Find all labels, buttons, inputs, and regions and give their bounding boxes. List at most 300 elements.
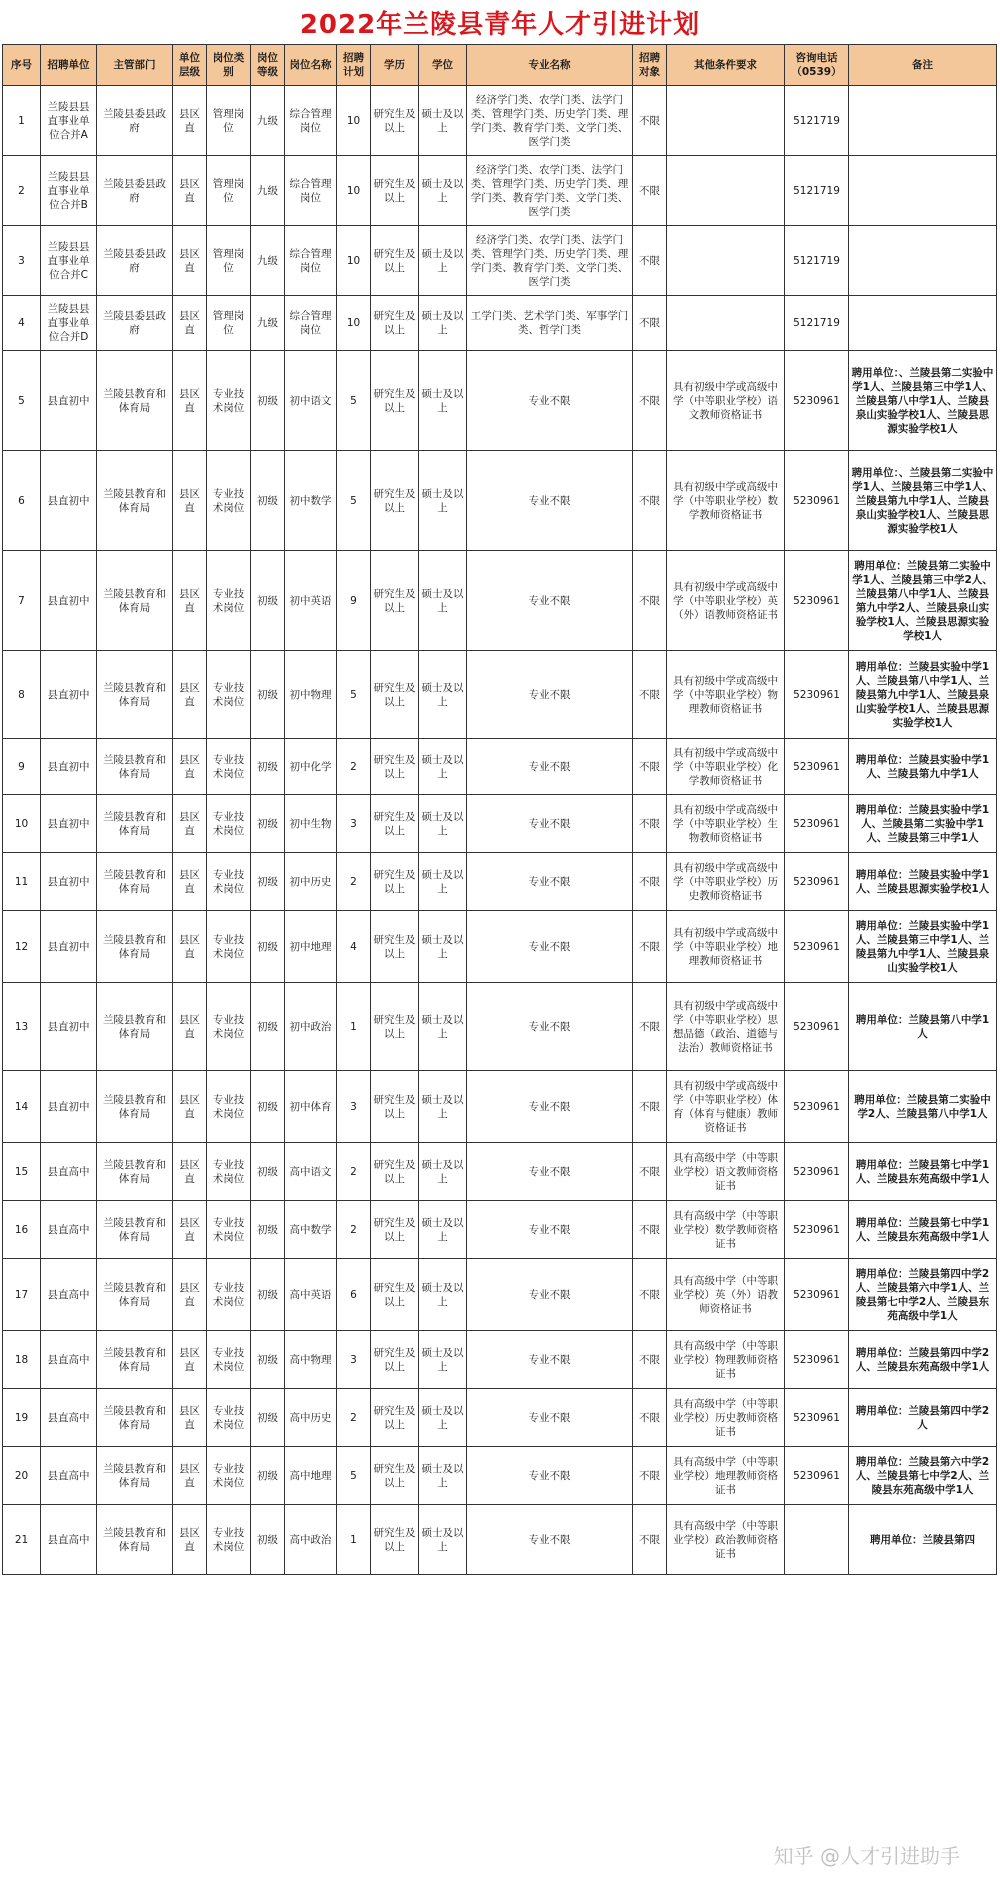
recruit-target-cell: 不限	[633, 1071, 667, 1143]
plan-count-cell: 10	[337, 226, 371, 296]
unit-name-cell: 县直高中	[41, 1201, 97, 1259]
post-grade-cell: 初级	[251, 795, 285, 853]
major-name-cell: 专业不限	[467, 1259, 633, 1331]
recruit-target-cell: 不限	[633, 226, 667, 296]
unit-level-cell: 县区直	[173, 739, 207, 795]
post-category-cell: 管理岗位	[207, 296, 251, 351]
post-name-cell: 初中历史	[285, 853, 337, 911]
major-name-cell: 经济学门类、农学门类、法学门类、管理学门类、历史学门类、理学门类、教育学门类、文学门类、医学门类	[467, 226, 633, 296]
recruit-target-cell: 不限	[633, 911, 667, 983]
plan-count-cell: 9	[337, 551, 371, 651]
post-grade-cell: 九级	[251, 86, 285, 156]
row-number-cell: 9	[3, 739, 41, 795]
phone-cell: 5230961	[785, 1201, 849, 1259]
unit-level-cell: 县区直	[173, 296, 207, 351]
post-grade-cell: 初级	[251, 1071, 285, 1143]
other-conditions-cell	[667, 156, 785, 226]
post-name-cell: 初中英语	[285, 551, 337, 651]
recruit-target-cell: 不限	[633, 795, 667, 853]
unit-level-cell: 县区直	[173, 1071, 207, 1143]
post-category-cell: 专业技术岗位	[207, 911, 251, 983]
plan-count-cell: 2	[337, 1389, 371, 1447]
education-cell: 研究生及以上	[371, 651, 419, 739]
major-name-cell: 专业不限	[467, 853, 633, 911]
unit-name-cell: 县直高中	[41, 1389, 97, 1447]
phone-cell: 5230961	[785, 739, 849, 795]
plan-count-cell: 2	[337, 1201, 371, 1259]
degree-cell: 硕士及以上	[419, 296, 467, 351]
post-category-cell: 专业技术岗位	[207, 1201, 251, 1259]
post-name-cell: 综合管理岗位	[285, 156, 337, 226]
recruitment-table	[2, 44, 997, 1575]
post-name-cell: 初中体育	[285, 1071, 337, 1143]
recruit-target-cell: 不限	[633, 983, 667, 1071]
post-name-cell: 高中英语	[285, 1259, 337, 1331]
post-name-cell: 初中化学	[285, 739, 337, 795]
remark-cell: 聘用单位：、兰陵县第二实验中学1人、兰陵县第三中学1人、兰陵县第九中学1人、兰陵县泉山实验学校1人、兰陵县思源实验学校1人	[849, 451, 997, 551]
recruit-target-cell: 不限	[633, 1259, 667, 1331]
col-header: 招聘计划	[337, 45, 371, 86]
education-cell: 研究生及以上	[371, 853, 419, 911]
table-row	[3, 551, 997, 651]
other-conditions-cell	[667, 296, 785, 351]
col-header: 岗位类别	[207, 45, 251, 86]
table-row	[3, 86, 997, 156]
plan-count-cell: 10	[337, 296, 371, 351]
phone-cell: 5230961	[785, 1259, 849, 1331]
remark-cell: 聘用单位：兰陵县第二实验中学2人、兰陵县第八中学1人	[849, 1071, 997, 1143]
post-grade-cell: 初级	[251, 1447, 285, 1505]
plan-count-cell: 3	[337, 1331, 371, 1389]
major-name-cell: 专业不限	[467, 551, 633, 651]
post-name-cell: 高中语文	[285, 1143, 337, 1201]
degree-cell: 硕士及以上	[419, 86, 467, 156]
table-row	[3, 911, 997, 983]
post-name-cell: 高中地理	[285, 1447, 337, 1505]
education-cell: 研究生及以上	[371, 1259, 419, 1331]
phone-cell: 5230961	[785, 1331, 849, 1389]
col-header: 序号	[3, 45, 41, 86]
col-header: 主管部门	[97, 45, 173, 86]
department-cell: 兰陵县委县政府	[97, 86, 173, 156]
post-category-cell: 管理岗位	[207, 156, 251, 226]
degree-cell: 硕士及以上	[419, 1447, 467, 1505]
unit-level-cell: 县区直	[173, 1259, 207, 1331]
table-row	[3, 1259, 997, 1331]
unit-name-cell: 县直初中	[41, 795, 97, 853]
degree-cell: 硕士及以上	[419, 551, 467, 651]
department-cell: 兰陵县委县政府	[97, 296, 173, 351]
unit-level-cell: 县区直	[173, 651, 207, 739]
col-header: 备注	[849, 45, 997, 86]
post-grade-cell: 初级	[251, 739, 285, 795]
table-row	[3, 1071, 997, 1143]
recruit-target-cell: 不限	[633, 551, 667, 651]
remark-cell	[849, 296, 997, 351]
other-conditions-cell: 具有高级中学（中等职业学校）物理教师资格证书	[667, 1331, 785, 1389]
post-grade-cell: 初级	[251, 911, 285, 983]
unit-level-cell: 县区直	[173, 156, 207, 226]
major-name-cell: 专业不限	[467, 739, 633, 795]
unit-level-cell: 县区直	[173, 551, 207, 651]
other-conditions-cell: 具有高级中学（中等职业学校）地理教师资格证书	[667, 1447, 785, 1505]
unit-level-cell: 县区直	[173, 86, 207, 156]
table-row	[3, 1505, 997, 1575]
other-conditions-cell: 具有初级中学或高级中学（中等职业学校）数学教师资格证书	[667, 451, 785, 551]
major-name-cell: 专业不限	[467, 1447, 633, 1505]
plan-count-cell: 5	[337, 451, 371, 551]
remark-cell	[849, 86, 997, 156]
phone-cell	[785, 1505, 849, 1575]
recruit-target-cell: 不限	[633, 1201, 667, 1259]
table-row	[3, 226, 997, 296]
plan-count-cell: 4	[337, 911, 371, 983]
table-row	[3, 795, 997, 853]
col-header: 岗位等级	[251, 45, 285, 86]
education-cell: 研究生及以上	[371, 1389, 419, 1447]
unit-name-cell: 县直初中	[41, 551, 97, 651]
post-grade-cell: 初级	[251, 551, 285, 651]
remark-cell	[849, 156, 997, 226]
unit-name-cell: 县直高中	[41, 1143, 97, 1201]
post-name-cell: 初中政治	[285, 983, 337, 1071]
phone-cell: 5121719	[785, 86, 849, 156]
major-name-cell: 专业不限	[467, 1143, 633, 1201]
major-name-cell: 工学门类、艺术学门类、军事学门类、哲学门类	[467, 296, 633, 351]
post-category-cell: 专业技术岗位	[207, 853, 251, 911]
degree-cell: 硕士及以上	[419, 1505, 467, 1575]
watermark: 知乎 @人才引进助手	[773, 1844, 960, 1868]
major-name-cell: 专业不限	[467, 1505, 633, 1575]
post-name-cell: 综合管理岗位	[285, 296, 337, 351]
degree-cell: 硕士及以上	[419, 1389, 467, 1447]
degree-cell: 硕士及以上	[419, 983, 467, 1071]
table-row	[3, 853, 997, 911]
department-cell: 兰陵县委县政府	[97, 156, 173, 226]
post-name-cell: 高中政治	[285, 1505, 337, 1575]
plan-count-cell: 5	[337, 351, 371, 451]
phone-cell: 5121719	[785, 156, 849, 226]
education-cell: 研究生及以上	[371, 1071, 419, 1143]
post-grade-cell: 九级	[251, 296, 285, 351]
table-row	[3, 351, 997, 451]
unit-name-cell: 县直初中	[41, 651, 97, 739]
degree-cell: 硕士及以上	[419, 651, 467, 739]
unit-level-cell: 县区直	[173, 1505, 207, 1575]
unit-name-cell: 县直高中	[41, 1505, 97, 1575]
row-number-cell: 18	[3, 1331, 41, 1389]
col-header: 咨询电话（0539）	[785, 45, 849, 86]
recruit-target-cell: 不限	[633, 651, 667, 739]
major-name-cell: 专业不限	[467, 351, 633, 451]
row-number-cell: 10	[3, 795, 41, 853]
unit-level-cell: 县区直	[173, 451, 207, 551]
col-header: 其他条件要求	[667, 45, 785, 86]
department-cell: 兰陵县教育和体育局	[97, 1071, 173, 1143]
post-name-cell: 综合管理岗位	[285, 86, 337, 156]
plan-count-cell: 5	[337, 651, 371, 739]
post-category-cell: 专业技术岗位	[207, 795, 251, 853]
degree-cell: 硕士及以上	[419, 739, 467, 795]
post-name-cell: 初中物理	[285, 651, 337, 739]
post-name-cell: 高中物理	[285, 1331, 337, 1389]
recruit-target-cell: 不限	[633, 1143, 667, 1201]
phone-cell: 5230961	[785, 1389, 849, 1447]
col-header: 岗位名称	[285, 45, 337, 86]
plan-count-cell: 2	[337, 739, 371, 795]
table-row	[3, 451, 997, 551]
major-name-cell: 专业不限	[467, 1201, 633, 1259]
unit-level-cell: 县区直	[173, 351, 207, 451]
phone-cell: 5230961	[785, 651, 849, 739]
department-cell: 兰陵县教育和体育局	[97, 853, 173, 911]
table-row	[3, 156, 997, 226]
post-name-cell: 高中数学	[285, 1201, 337, 1259]
post-category-cell: 专业技术岗位	[207, 451, 251, 551]
unit-name-cell: 县直初中	[41, 853, 97, 911]
col-header: 学位	[419, 45, 467, 86]
degree-cell: 硕士及以上	[419, 1259, 467, 1331]
table-row	[3, 651, 997, 739]
education-cell: 研究生及以上	[371, 351, 419, 451]
other-conditions-cell: 具有初级中学或高级中学（中等职业学校）地理教师资格证书	[667, 911, 785, 983]
education-cell: 研究生及以上	[371, 983, 419, 1071]
post-grade-cell: 初级	[251, 1505, 285, 1575]
degree-cell: 硕士及以上	[419, 156, 467, 226]
plan-count-cell: 1	[337, 1505, 371, 1575]
plan-count-cell: 3	[337, 1071, 371, 1143]
plan-count-cell: 10	[337, 86, 371, 156]
phone-cell: 5230961	[785, 1143, 849, 1201]
education-cell: 研究生及以上	[371, 296, 419, 351]
title-bar	[0, 0, 1000, 44]
degree-cell: 硕士及以上	[419, 1201, 467, 1259]
department-cell: 兰陵县教育和体育局	[97, 1143, 173, 1201]
unit-level-cell: 县区直	[173, 226, 207, 296]
education-cell: 研究生及以上	[371, 226, 419, 296]
row-number-cell: 20	[3, 1447, 41, 1505]
other-conditions-cell: 具有高级中学（中等职业学校）语文教师资格证书	[667, 1143, 785, 1201]
post-name-cell: 高中历史	[285, 1389, 337, 1447]
other-conditions-cell: 具有高级中学（中等职业学校）英（外）语教师资格证书	[667, 1259, 785, 1331]
unit-name-cell: 县直高中	[41, 1447, 97, 1505]
recruit-target-cell: 不限	[633, 1505, 667, 1575]
row-number-cell: 8	[3, 651, 41, 739]
row-number-cell: 13	[3, 983, 41, 1071]
major-name-cell: 经济学门类、农学门类、法学门类、管理学门类、历史学门类、理学门类、教育学门类、文学门类、医学门类	[467, 156, 633, 226]
education-cell: 研究生及以上	[371, 1447, 419, 1505]
recruit-target-cell: 不限	[633, 86, 667, 156]
post-grade-cell: 九级	[251, 226, 285, 296]
recruit-target-cell: 不限	[633, 296, 667, 351]
unit-name-cell: 兰陵县县直事业单位合并C	[41, 226, 97, 296]
recruit-target-cell: 不限	[633, 1389, 667, 1447]
post-grade-cell: 初级	[251, 1143, 285, 1201]
unit-level-cell: 县区直	[173, 853, 207, 911]
plan-count-cell: 2	[337, 1143, 371, 1201]
plan-count-cell: 1	[337, 983, 371, 1071]
post-name-cell: 初中生物	[285, 795, 337, 853]
row-number-cell: 11	[3, 853, 41, 911]
department-cell: 兰陵县教育和体育局	[97, 1259, 173, 1331]
col-header: 招聘对象	[633, 45, 667, 86]
remark-cell: 聘用单位：兰陵县实验中学1人、兰陵县第九中学1人	[849, 739, 997, 795]
post-grade-cell: 九级	[251, 156, 285, 226]
education-cell: 研究生及以上	[371, 156, 419, 226]
row-number-cell: 7	[3, 551, 41, 651]
unit-name-cell: 兰陵县县直事业单位合并D	[41, 296, 97, 351]
post-category-cell: 管理岗位	[207, 226, 251, 296]
phone-cell: 5230961	[785, 1071, 849, 1143]
unit-name-cell: 县直初中	[41, 451, 97, 551]
department-cell: 兰陵县教育和体育局	[97, 1331, 173, 1389]
post-name-cell: 初中地理	[285, 911, 337, 983]
post-category-cell: 管理岗位	[207, 86, 251, 156]
major-name-cell: 专业不限	[467, 911, 633, 983]
remark-cell: 聘用单位：兰陵县实验中学1人、兰陵县思源实验学校1人	[849, 853, 997, 911]
post-grade-cell: 初级	[251, 1259, 285, 1331]
remark-cell: 聘用单位：兰陵县第四中学2人	[849, 1389, 997, 1447]
post-category-cell: 专业技术岗位	[207, 1331, 251, 1389]
unit-name-cell: 兰陵县县直事业单位合并B	[41, 156, 97, 226]
unit-name-cell: 县直初中	[41, 739, 97, 795]
unit-level-cell: 县区直	[173, 1331, 207, 1389]
unit-name-cell: 县直初中	[41, 1071, 97, 1143]
post-category-cell: 专业技术岗位	[207, 1259, 251, 1331]
other-conditions-cell: 具有初级中学或高级中学（中等职业学校）化学教师资格证书	[667, 739, 785, 795]
education-cell: 研究生及以上	[371, 1505, 419, 1575]
post-grade-cell: 初级	[251, 853, 285, 911]
row-number-cell: 2	[3, 156, 41, 226]
post-grade-cell: 初级	[251, 1201, 285, 1259]
remark-cell: 聘用单位：兰陵县第四	[849, 1505, 997, 1575]
department-cell: 兰陵县委县政府	[97, 226, 173, 296]
major-name-cell: 专业不限	[467, 1389, 633, 1447]
post-grade-cell: 初级	[251, 1331, 285, 1389]
post-grade-cell: 初级	[251, 351, 285, 451]
remark-cell: 聘用单位：兰陵县第八中学1人	[849, 983, 997, 1071]
unit-name-cell: 县直高中	[41, 1259, 97, 1331]
other-conditions-cell: 具有初级中学或高级中学（中等职业学校）生物教师资格证书	[667, 795, 785, 853]
page-title: 2022年兰陵县青年人才引进计划	[299, 9, 701, 40]
education-cell: 研究生及以上	[371, 911, 419, 983]
education-cell: 研究生及以上	[371, 795, 419, 853]
post-category-cell: 专业技术岗位	[207, 351, 251, 451]
post-category-cell: 专业技术岗位	[207, 551, 251, 651]
department-cell: 兰陵县教育和体育局	[97, 551, 173, 651]
major-name-cell: 经济学门类、农学门类、法学门类、管理学门类、历史学门类、理学门类、教育学门类、文学门类、医学门类	[467, 86, 633, 156]
row-number-cell: 12	[3, 911, 41, 983]
education-cell: 研究生及以上	[371, 1331, 419, 1389]
unit-level-cell: 县区直	[173, 1143, 207, 1201]
row-number-cell: 17	[3, 1259, 41, 1331]
row-number-cell: 5	[3, 351, 41, 451]
table-header-row	[3, 45, 997, 86]
degree-cell: 硕士及以上	[419, 1071, 467, 1143]
post-category-cell: 专业技术岗位	[207, 983, 251, 1071]
other-conditions-cell: 具有高级中学（中等职业学校）政治教师资格证书	[667, 1505, 785, 1575]
department-cell: 兰陵县教育和体育局	[97, 1447, 173, 1505]
post-category-cell: 专业技术岗位	[207, 651, 251, 739]
row-number-cell: 3	[3, 226, 41, 296]
degree-cell: 硕士及以上	[419, 1143, 467, 1201]
plan-count-cell: 10	[337, 156, 371, 226]
department-cell: 兰陵县教育和体育局	[97, 351, 173, 451]
row-number-cell: 16	[3, 1201, 41, 1259]
department-cell: 兰陵县教育和体育局	[97, 1201, 173, 1259]
post-category-cell: 专业技术岗位	[207, 1071, 251, 1143]
row-number-cell: 6	[3, 451, 41, 551]
phone-cell: 5121719	[785, 296, 849, 351]
major-name-cell: 专业不限	[467, 451, 633, 551]
degree-cell: 硕士及以上	[419, 1331, 467, 1389]
unit-level-cell: 县区直	[173, 983, 207, 1071]
remark-cell: 聘用单位：兰陵县第二实验中学1人、兰陵县第三中学2人、兰陵县第八中学1人、兰陵县第九中学2人、兰陵县泉山实验学校1人、兰陵县思源实验学校1人	[849, 551, 997, 651]
col-header: 单位层级	[173, 45, 207, 86]
table-row	[3, 1201, 997, 1259]
table-row	[3, 1447, 997, 1505]
remark-cell: 聘用单位：兰陵县实验中学1人、兰陵县第三中学1人、兰陵县第九中学1人、兰陵县泉山实验学校1人	[849, 911, 997, 983]
other-conditions-cell: 具有初级中学或高级中学（中等职业学校）英（外）语教师资格证书	[667, 551, 785, 651]
remark-cell: 聘用单位：兰陵县实验中学1人、兰陵县第八中学1人、兰陵县第九中学1人、兰陵县泉山实验学校1人、兰陵县思源实验学校1人	[849, 651, 997, 739]
post-category-cell: 专业技术岗位	[207, 1447, 251, 1505]
unit-name-cell: 县直初中	[41, 351, 97, 451]
row-number-cell: 14	[3, 1071, 41, 1143]
other-conditions-cell: 具有初级中学或高级中学（中等职业学校）历史教师资格证书	[667, 853, 785, 911]
post-name-cell: 初中数学	[285, 451, 337, 551]
post-name-cell: 初中语文	[285, 351, 337, 451]
recruit-target-cell: 不限	[633, 156, 667, 226]
table-row	[3, 983, 997, 1071]
post-name-cell: 综合管理岗位	[285, 226, 337, 296]
other-conditions-cell	[667, 86, 785, 156]
unit-name-cell: 县直初中	[41, 983, 97, 1071]
row-number-cell: 15	[3, 1143, 41, 1201]
unit-level-cell: 县区直	[173, 1201, 207, 1259]
other-conditions-cell: 具有高级中学（中等职业学校）历史教师资格证书	[667, 1389, 785, 1447]
department-cell: 兰陵县教育和体育局	[97, 739, 173, 795]
post-grade-cell: 初级	[251, 1389, 285, 1447]
plan-count-cell: 2	[337, 853, 371, 911]
unit-name-cell: 兰陵县县直事业单位合并A	[41, 86, 97, 156]
table-row	[3, 296, 997, 351]
unit-name-cell: 县直高中	[41, 1331, 97, 1389]
degree-cell: 硕士及以上	[419, 795, 467, 853]
row-number-cell: 1	[3, 86, 41, 156]
other-conditions-cell: 具有初级中学或高级中学（中等职业学校）语文教师资格证书	[667, 351, 785, 451]
phone-cell: 5230961	[785, 351, 849, 451]
education-cell: 研究生及以上	[371, 1143, 419, 1201]
other-conditions-cell: 具有高级中学（中等职业学校）数学教师资格证书	[667, 1201, 785, 1259]
department-cell: 兰陵县教育和体育局	[97, 1389, 173, 1447]
table-row	[3, 1143, 997, 1201]
other-conditions-cell: 具有初级中学或高级中学（中等职业学校）体育（体育与健康）教师资格证书	[667, 1071, 785, 1143]
education-cell: 研究生及以上	[371, 739, 419, 795]
degree-cell: 硕士及以上	[419, 911, 467, 983]
post-grade-cell: 初级	[251, 451, 285, 551]
other-conditions-cell: 具有初级中学或高级中学（中等职业学校）思想品德（政治、道德与法治）教师资格证书	[667, 983, 785, 1071]
row-number-cell: 21	[3, 1505, 41, 1575]
unit-level-cell: 县区直	[173, 1389, 207, 1447]
phone-cell: 5230961	[785, 853, 849, 911]
phone-cell: 5230961	[785, 551, 849, 651]
post-grade-cell: 初级	[251, 651, 285, 739]
col-header: 招聘单位	[41, 45, 97, 86]
major-name-cell: 专业不限	[467, 651, 633, 739]
post-category-cell: 专业技术岗位	[207, 1505, 251, 1575]
table-row	[3, 1331, 997, 1389]
col-header: 专业名称	[467, 45, 633, 86]
